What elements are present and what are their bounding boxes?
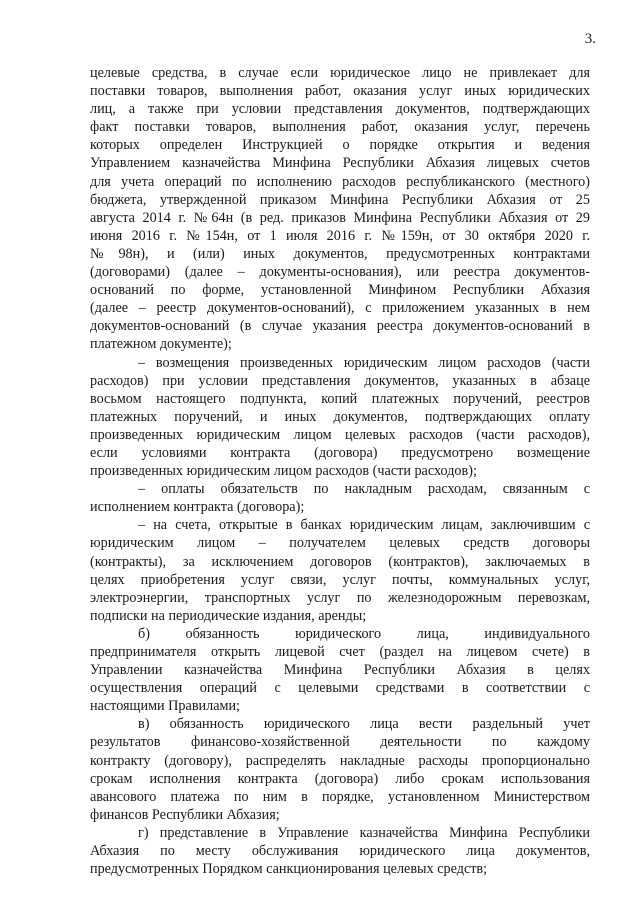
text-line: – возмещения произведенных юридическим лицом расходов (части xyxy=(138,354,590,371)
text-line: (контракты), за исключением договоров (контрактов), заключаемых в xyxy=(90,553,590,570)
text-line: – оплаты обязательств по накладным расходам, связанным с xyxy=(138,481,590,498)
text-line: расходов) при условии представления документов, указанных в абзаце xyxy=(90,372,590,389)
text-line: августа 2014 г. №64н (в ред. приказов Минфина Республики Абхазия от 29 xyxy=(90,209,590,226)
text-line: №98н), и (или) иных документов, предусмотренных контрактами xyxy=(90,245,590,262)
text-line: поставки товаров, выполнения работ, оказания услуг иных юридических xyxy=(90,83,590,100)
text-line: г) представление в Управление казначейства Минфина Республики xyxy=(138,824,590,841)
text-line: платежном документе); xyxy=(90,336,232,353)
text-line: контракту (договору), распределять накладные расходы пропорционально xyxy=(90,752,590,769)
text-line: предусмотренных Порядком санкционирования целевых средств; xyxy=(90,861,488,878)
text-line: (договорами) (далее – документы-основания), или реестра документов- xyxy=(90,264,590,281)
text-line: результатов финансово-хозяйственной деятельности по каждому xyxy=(90,734,590,751)
text-line: платежных поручений, и иных документов, подтверждающих оплату xyxy=(90,408,590,425)
text-line: июня 2016 г. №154н, от 1 июля 2016 г. №159н, от 30 октября 2020 г. xyxy=(90,227,590,244)
text-line: юридическим лицом – получателем целевых средств договоры xyxy=(90,535,590,552)
text-line: произведенных юридическим лицом расходов (части расходов); xyxy=(90,463,477,480)
text-line: (далее – реестр документов-оснований), с приложением указанных в нем xyxy=(90,300,590,317)
text-line: срокам исполнения контракта (договора) либо срокам использования xyxy=(90,770,590,787)
text-line: лиц, а также при условии представления документов, подтверждающих xyxy=(90,101,590,118)
text-line: для учета операций по исполнению расходов республиканского (местного) xyxy=(90,173,590,190)
text-line: Управлением казначейства Минфина Республики Абхазия лицевых счетов xyxy=(90,155,590,172)
text-line: авансового платежа по ним в порядке, установленном Министерством xyxy=(90,788,590,805)
text-line: настоящими Правилами; xyxy=(90,698,241,715)
text-line: восьмом настоящего подпункта, копий платежных поручений, реестров xyxy=(90,390,590,407)
text-line: бюджета, утвержденной приказом Минфина Республики Абхазия от 25 xyxy=(90,191,590,208)
text-line: документов-оснований (в случае указания реестра документов-оснований в xyxy=(90,318,590,335)
text-line: если условиями контракта (договора) предусмотрено возмещение xyxy=(90,444,590,461)
text-line: электроэнергии, транспортных услуг по железнодорожным перевозкам, xyxy=(90,589,590,606)
text-line: Абхазия по месту обслуживания юридического лица документов, xyxy=(90,843,590,860)
text-line: б) обязанность юридического лица, индивидуального xyxy=(138,625,590,642)
document-body xyxy=(90,64,590,878)
text-line: факт поставки товаров, выполнения работ, оказания услуг, перечень xyxy=(90,119,590,136)
text-line: предпринимателя открыть лицевой счет (раздел на лицевом счете) в xyxy=(90,644,590,660)
text-line: целях приобретения услуг связи, услуг почты, коммунальных услуг, xyxy=(90,571,590,588)
page-number: 3. xyxy=(584,31,596,47)
text-line: подписки на периодические издания, аренды; xyxy=(90,607,367,624)
text-line: оснований по форме, установленной Минфином Республики Абхазия xyxy=(90,282,590,299)
text-line: осуществления операций с целевыми средствами в соответствии с xyxy=(90,680,590,697)
text-line: которых определен Инструкцией о порядке открытия и ведения xyxy=(90,137,590,154)
text-line: целевые средства, в случае если юридическое лицо не привлекает для xyxy=(90,65,590,81)
text-line: финансов Республики Абхазия; xyxy=(90,806,280,823)
text-line: в) обязанность юридического лица вести раздельный учет xyxy=(138,716,590,733)
text-line: исполнением контракта (договора); xyxy=(90,499,305,516)
text-line: произведенных юридическим лицом целевых расходов (части расходов), xyxy=(90,426,590,443)
text-line: – на счета, открытые в банках юридическим лицам, заключившим с xyxy=(138,517,590,534)
text-line: Управлении казначейства Минфина Республики Абхазия в целях xyxy=(90,662,590,679)
